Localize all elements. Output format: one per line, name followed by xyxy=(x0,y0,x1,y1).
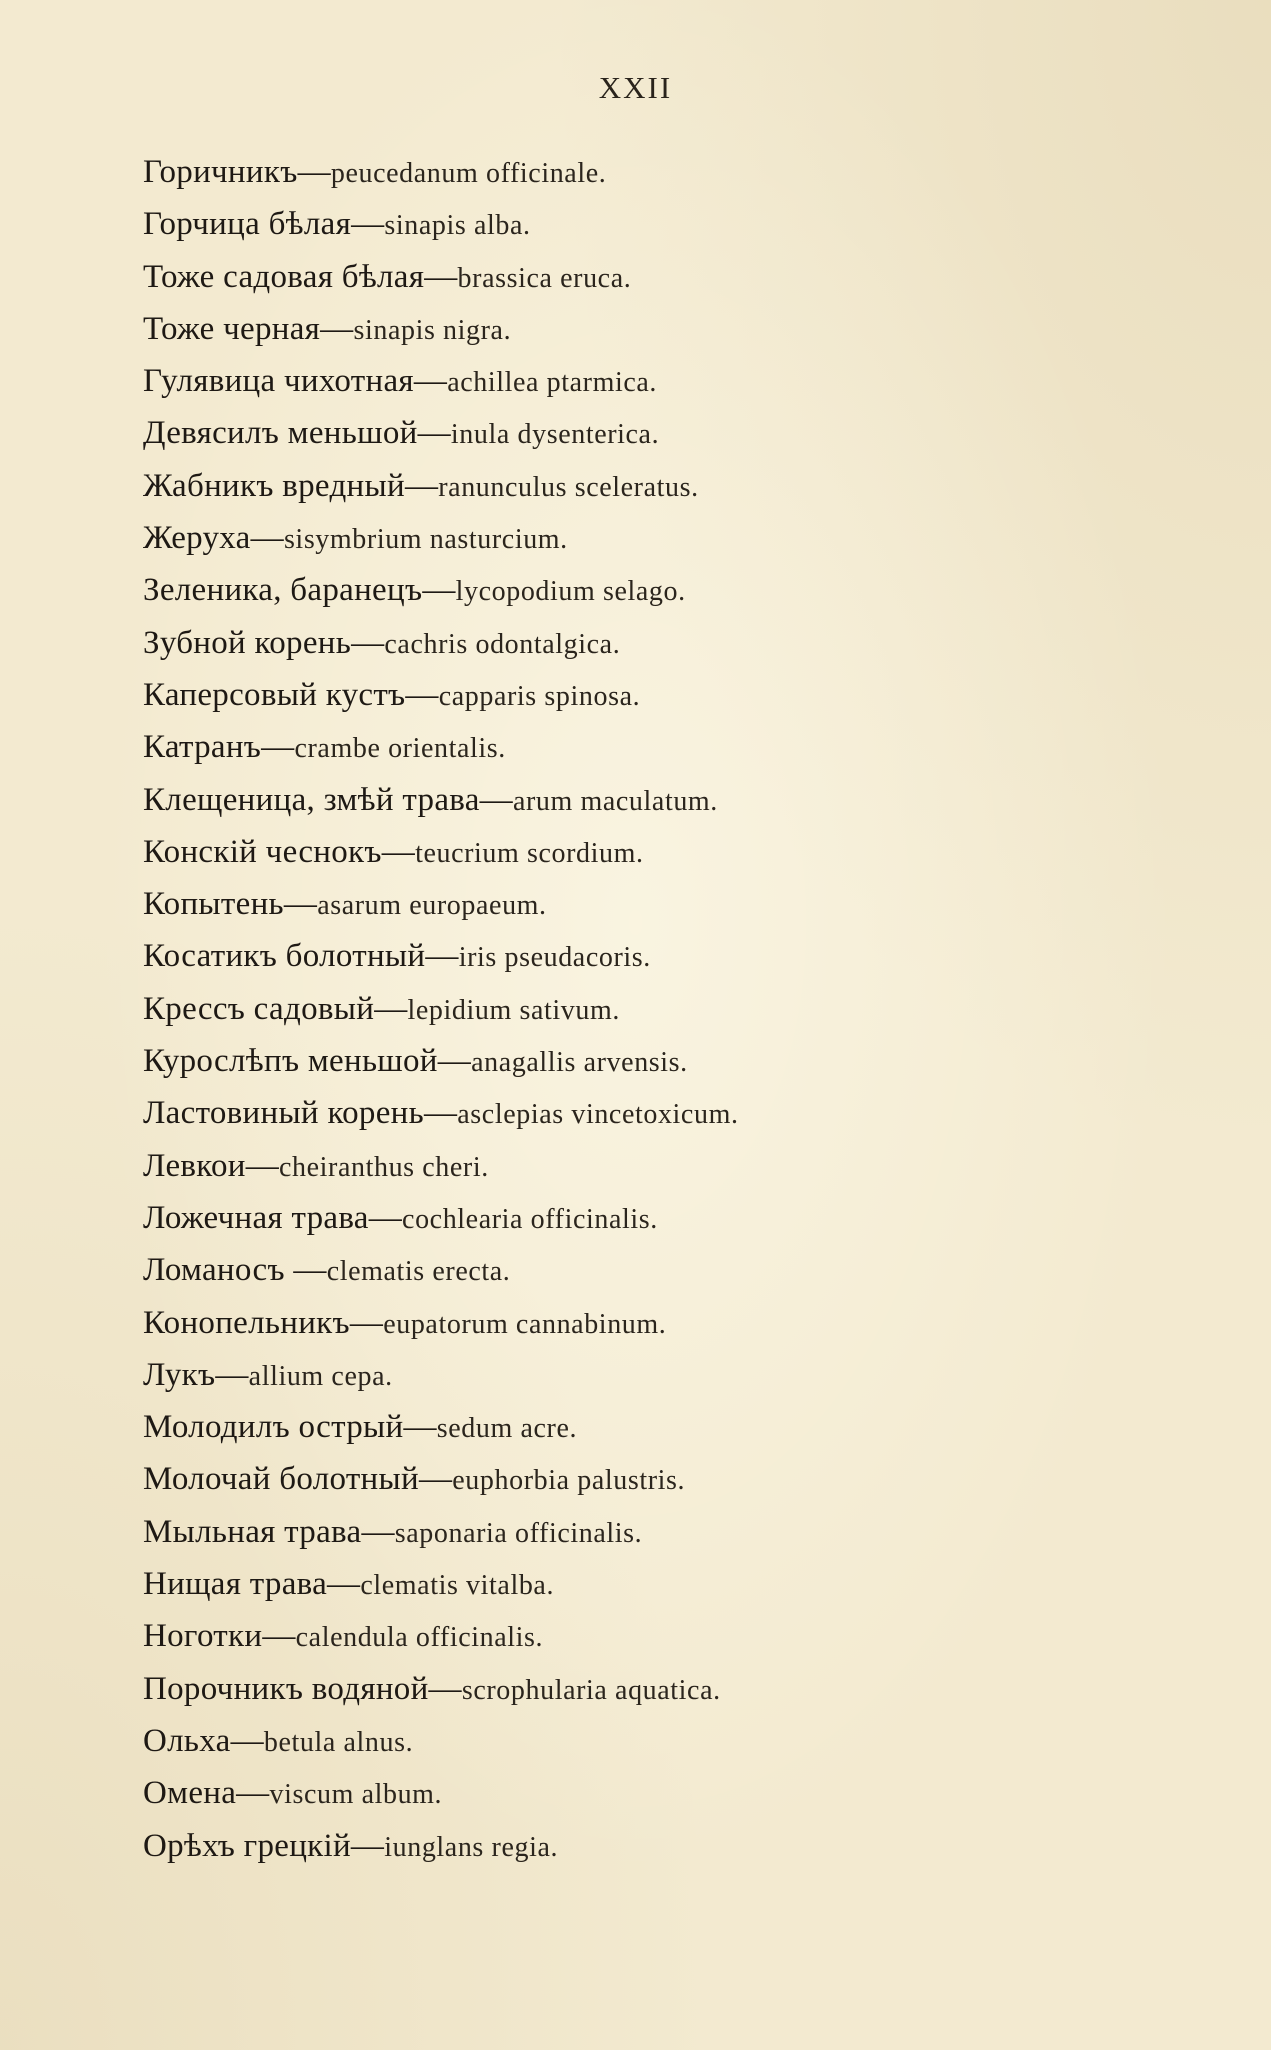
list-item xyxy=(143,1035,1203,1087)
russian-name: Омена xyxy=(143,1775,237,1812)
latin-name: sisymbrium nasturcium. xyxy=(283,524,568,556)
separator-dash: — xyxy=(428,1670,462,1707)
list-item xyxy=(143,1453,1203,1505)
latin-name: cochlearia officinalis. xyxy=(402,1203,658,1235)
latin-name: crambe orientalis. xyxy=(294,733,506,765)
list-item xyxy=(143,1087,1203,1139)
list-item xyxy=(143,146,1203,198)
separator-dash: — xyxy=(424,258,458,295)
list-item xyxy=(143,1715,1203,1767)
list-item xyxy=(143,1767,1203,1819)
russian-name: Гулявица чихотная xyxy=(143,363,414,400)
russian-name: Молодилъ острый xyxy=(143,1409,404,1446)
latin-name: sedum acre. xyxy=(436,1413,578,1445)
list-item xyxy=(143,878,1203,930)
russian-name: Катранъ xyxy=(143,729,262,766)
separator-dash: — xyxy=(351,624,385,661)
russian-name: Горчица бѣлая xyxy=(143,206,352,243)
russian-name: Конопельникъ xyxy=(143,1304,350,1341)
latin-name: saponaria officinalis. xyxy=(394,1517,643,1549)
separator-dash: — xyxy=(284,1252,327,1289)
latin-name: teucrium scordium. xyxy=(415,837,644,869)
latin-name: brassica eruca. xyxy=(457,262,632,294)
russian-name: Левкои xyxy=(143,1147,246,1184)
separator-dash: — xyxy=(245,1147,280,1184)
latin-name: sinapis alba. xyxy=(384,210,531,242)
separator-dash: — xyxy=(320,310,354,347)
russian-name: Тоже черная xyxy=(143,310,321,347)
list-item xyxy=(143,1610,1203,1662)
separator-dash: — xyxy=(413,363,448,400)
list-item xyxy=(143,460,1203,512)
latin-name: lepidium sativum. xyxy=(407,994,620,1026)
separator-dash: — xyxy=(368,1199,403,1236)
list-item xyxy=(143,1401,1203,1453)
russian-name: Орѣхъ грецкій xyxy=(143,1827,351,1864)
list-item xyxy=(143,1140,1203,1192)
separator-dash: — xyxy=(350,1827,385,1864)
list-item xyxy=(143,930,1203,982)
russian-name: Жабникъ вредный xyxy=(143,467,405,504)
list-item xyxy=(143,1506,1203,1558)
latin-name: iunglans regia. xyxy=(384,1831,559,1863)
separator-dash: — xyxy=(422,572,456,609)
list-item xyxy=(143,1192,1203,1244)
list-item xyxy=(143,198,1203,250)
latin-name: anagallis arvensis. xyxy=(471,1047,688,1079)
separator-dash: — xyxy=(437,1043,472,1080)
russian-name: Ольха xyxy=(143,1722,231,1759)
list-item xyxy=(143,303,1203,355)
list-item xyxy=(143,1558,1203,1610)
separator-dash: — xyxy=(283,886,318,923)
page-number: XXII xyxy=(598,70,673,105)
latin-name: euphorbia palustris. xyxy=(452,1465,686,1497)
list-item xyxy=(143,407,1203,459)
russian-name: Порочникъ водяной xyxy=(143,1670,429,1707)
separator-dash: — xyxy=(327,1566,361,1603)
russian-name: Ломаносъ xyxy=(143,1252,285,1289)
latin-name: asclepias vincetoxicum. xyxy=(457,1099,739,1131)
list-item xyxy=(143,617,1203,669)
separator-dash: — xyxy=(215,1356,249,1393)
russian-name: Каперсовый кустъ xyxy=(143,676,406,713)
separator-dash: — xyxy=(351,206,385,243)
list-item xyxy=(143,355,1203,407)
latin-name: cheiranthus cheri. xyxy=(279,1151,489,1183)
russian-name: Зубной корень xyxy=(143,624,352,661)
latin-name: arum maculatum. xyxy=(512,785,718,817)
latin-name: lycopodium selago. xyxy=(455,576,686,608)
latin-name: eupatorum cannabinum. xyxy=(383,1308,667,1340)
separator-dash: — xyxy=(418,1461,453,1498)
list-item xyxy=(143,983,1203,1035)
latin-name: clematis vitalba. xyxy=(360,1570,555,1602)
russian-name: Крессъ садовый xyxy=(143,990,375,1027)
list-item xyxy=(143,669,1203,721)
russian-name: Ноготки xyxy=(143,1618,263,1655)
list-item xyxy=(143,1297,1203,1349)
russian-name: Клещеница, змѣй трава xyxy=(143,781,480,818)
latin-name: asarum europaeum. xyxy=(317,890,547,922)
list-item xyxy=(143,826,1203,878)
separator-dash: — xyxy=(403,1409,437,1446)
latin-name: cachris odontalgica. xyxy=(384,628,621,660)
separator-dash: — xyxy=(423,1095,458,1132)
russian-name: Горичникъ xyxy=(143,154,298,190)
russian-name: Жеруха xyxy=(143,520,251,557)
list-item xyxy=(143,251,1203,303)
list-item xyxy=(143,721,1203,773)
list-item xyxy=(143,1349,1203,1401)
separator-dash: — xyxy=(349,1304,384,1341)
russian-name: Зеленика, баранецъ xyxy=(143,572,423,609)
latin-name: inula dysenterica. xyxy=(450,419,660,451)
russian-name: Ластовиный корень xyxy=(143,1095,424,1132)
russian-name: Конскій чеснокъ xyxy=(143,833,382,870)
list-item xyxy=(143,1820,1203,1872)
russian-name: Мыльная трава xyxy=(143,1513,362,1550)
latin-name: sinapis nigra. xyxy=(353,314,512,346)
separator-dash: — xyxy=(417,415,451,452)
russian-name: Молочай болотный xyxy=(143,1461,419,1498)
list-item xyxy=(143,1663,1203,1715)
russian-name: Девясилъ меньшой xyxy=(143,415,418,452)
russian-name: Нищая трава xyxy=(143,1566,328,1603)
separator-dash: — xyxy=(381,833,416,870)
list-item xyxy=(143,512,1203,564)
separator-dash: — xyxy=(404,467,439,504)
list-item xyxy=(143,564,1203,616)
separator-dash: — xyxy=(262,1618,296,1655)
latin-name: iris pseudacoris. xyxy=(458,942,651,974)
separator-dash: — xyxy=(479,781,513,818)
russian-name: Тоже садовая бѣлая xyxy=(143,258,425,295)
list-item xyxy=(143,774,1203,826)
latin-name: clematis erecta. xyxy=(326,1256,511,1288)
separator-dash: — xyxy=(297,154,331,190)
separator-dash: — xyxy=(236,1775,270,1812)
russian-name: Косатикъ болотный xyxy=(143,938,426,975)
plant-name-list xyxy=(143,146,1203,1872)
russian-name: Ложечная трава xyxy=(143,1199,369,1236)
latin-name: capparis spinosa. xyxy=(438,680,641,712)
latin-name: ranunculus sceleratus. xyxy=(438,471,699,503)
russian-name: Копытень xyxy=(143,886,284,923)
separator-dash: — xyxy=(261,729,295,766)
latin-name: achillea ptarmica. xyxy=(447,367,657,399)
latin-name: betula alnus. xyxy=(263,1726,414,1758)
latin-name: calendula officinalis. xyxy=(295,1622,544,1654)
russian-name: Лукъ xyxy=(143,1356,216,1393)
latin-name: allium cepa. xyxy=(248,1360,393,1392)
separator-dash: — xyxy=(250,520,284,557)
russian-name: Курослѣпъ меньшой xyxy=(143,1043,438,1080)
latin-name: viscum album. xyxy=(269,1779,443,1811)
latin-name: scrophularia aquatica. xyxy=(461,1674,721,1706)
separator-dash: — xyxy=(405,676,439,713)
separator-dash: — xyxy=(361,1513,395,1550)
latin-name: peucedanum officinale. xyxy=(330,158,607,189)
separator-dash: — xyxy=(230,1722,264,1759)
separator-dash: — xyxy=(374,990,408,1027)
list-item xyxy=(143,1244,1203,1296)
separator-dash: — xyxy=(425,938,459,975)
